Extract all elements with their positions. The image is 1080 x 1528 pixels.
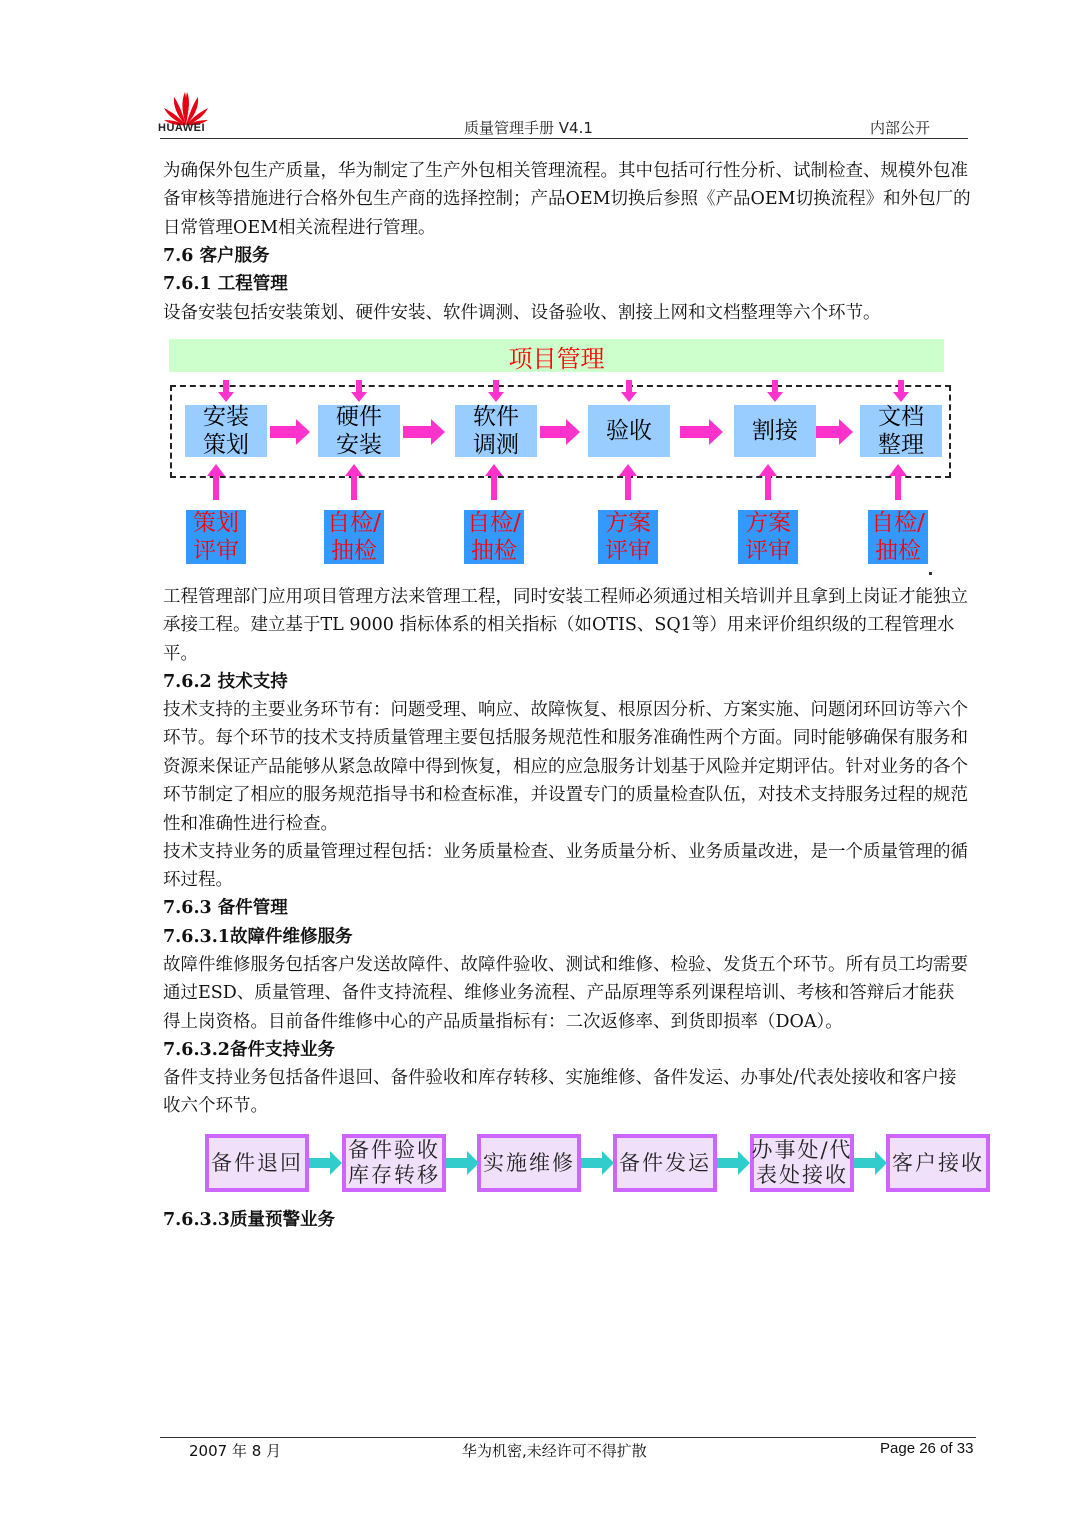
project-management-label: 项目管理 xyxy=(508,345,605,373)
review-box: 方案 评审 xyxy=(738,510,798,564)
paragraph-7-6-2-a: 技术支持的主要业务环节有：问题受理、响应、故障恢复、根原因分析、方案实施、问题闭环回访等六个环节。每个环节的技术支持质量管理主要包括服务规范性和服务准确性两个方面。同时能够确保有服务和资源来保证产品能够从紧急故障中得到恢复，相应的应急服务计划基于风险并定期评估。针对业务的各个环节制定了相应的服务规范指导书和检查标准，并设置专门的质量检查队伍，对技术支持服务过程的规范性和准确性进行检查。 xyxy=(163,700,968,834)
heading-7-6-1: 7.6.1 工程管理 xyxy=(163,274,288,294)
process-step: 安装 策划 xyxy=(185,405,267,457)
footer-divider xyxy=(160,1437,976,1438)
flow-arrow xyxy=(446,1151,479,1175)
process-step: 硬件 安装 xyxy=(318,405,400,457)
up-arrow xyxy=(759,464,777,500)
header-title: 质量管理手册 V4.1 xyxy=(464,119,593,137)
flow-arrow xyxy=(309,1151,342,1175)
down-arrow xyxy=(767,380,783,402)
down-arrow xyxy=(351,380,367,402)
process-step: 割接 xyxy=(734,405,816,457)
paragraph-7-6-1-b: 工程管理部门应用项目管理方法来管理工程，同时安装工程师必须通过相关培训并且拿到上岗证才能独立承接工程。建立基于TL 9000 指标体系的相关指标（如OTIS、SQ1等）用来评价组织级的工程管理水平。 xyxy=(163,587,968,664)
up-arrow xyxy=(345,464,363,500)
review-box: 自检/ 抽检 xyxy=(868,510,928,564)
heading-7-6-3: 7.6.3 备件管理 xyxy=(163,898,288,918)
review-box: 方案 评审 xyxy=(598,510,658,564)
up-arrow xyxy=(619,464,637,500)
heading-7-6-3-1: 7.6.3.1故障件维修服务 xyxy=(163,927,353,947)
flow-arrow xyxy=(403,419,445,445)
process-step: 文档 整理 xyxy=(860,405,942,457)
process-step: 验收 xyxy=(588,405,670,457)
intro-paragraph: 为确保外包生产质量，华为制定了生产外包相关管理流程。其中包括可行性分析、试制检查、规模外包准备审核等措施进行合格外包生产商的选择控制；产品OEM切换后参照《产品OEM切换流程》和外包厂的日常管理OEM相关流程进行管理。 xyxy=(163,161,971,238)
logo-text: HUAWEI xyxy=(158,122,205,134)
review-box: 策划 评审 xyxy=(186,510,246,564)
flow-arrow xyxy=(815,419,853,445)
flow-arrow xyxy=(540,419,580,445)
spare-part-step-label: 备件发运 xyxy=(617,1138,713,1188)
heading-7-6-2: 7.6.2 技术支持 xyxy=(163,672,288,692)
footer-date: 2007 年 8 月 xyxy=(189,1442,282,1460)
spare-part-step-label: 备件验收 库存转移 xyxy=(348,1138,440,1187)
header-classification: 内部公开 xyxy=(870,119,931,137)
heading-7-6-3-2: 7.6.3.2备件支持业务 xyxy=(163,1040,335,1060)
review-box: 自检/ 抽检 xyxy=(464,510,524,564)
flow-arrow xyxy=(717,1151,750,1175)
down-arrow xyxy=(218,380,234,402)
flow-arrow xyxy=(854,1151,887,1175)
heading-7-6: 7.6 客户服务 xyxy=(163,246,270,266)
paragraph-7-6-3-2: 备件支持业务包括备件退回、备件验收和库存转移、实施维修、备件发运、办事处/代表处接收和客户接收六个环节。 xyxy=(163,1068,957,1117)
down-arrow xyxy=(621,380,637,402)
header-divider xyxy=(160,138,968,139)
flow-arrow xyxy=(270,419,310,445)
paragraph-7-6-1: 设备安装包括安装策划、硬件安装、软件调测、设备验收、割接上网和文档整理等六个环节。 xyxy=(163,303,881,323)
spare-part-step-label: 办事处/代 表处接收 xyxy=(751,1138,853,1187)
paragraph-7-6-2-b: 技术支持业务的质量管理过程包括：业务质量检查、业务质量分析、业务质量改进，是一个质量管理的循环过程。 xyxy=(163,842,968,891)
down-arrow xyxy=(488,380,504,402)
spare-part-step-label: 实施维修 xyxy=(481,1138,577,1188)
stray-dot xyxy=(929,572,932,575)
up-arrow xyxy=(889,464,907,500)
diagram2-arrows xyxy=(160,1130,1020,1200)
up-arrow xyxy=(485,464,503,500)
flow-arrow xyxy=(680,419,723,445)
spare-part-step-label: 备件退回 xyxy=(209,1138,305,1188)
footer-confidential: 华为机密,未经许可不得扩散 xyxy=(462,1442,647,1460)
review-box: 自检/ 抽检 xyxy=(324,510,384,564)
flow-arrow xyxy=(581,1151,614,1175)
down-arrow xyxy=(893,380,909,402)
process-step: 软件 调测 xyxy=(455,405,537,457)
heading-7-6-3-3: 7.6.3.3质量预警业务 xyxy=(163,1210,335,1230)
diagram1-arrows xyxy=(160,372,960,582)
paragraph-7-6-3-1: 故障件维修服务包括客户发送故障件、故障件验收、测试和维修、检验、发货五个环节。所有员工均需要通过ESD、质量管理、备件支持流程、维修业务流程、产品原理等系列课程培训、考核和答辩后才能获得上岗资格。目前备件维修中心的产品质量指标有：二次返修率、到货即损率（DOA）。 xyxy=(163,955,968,1032)
spare-part-step-label: 客户接收 xyxy=(890,1138,986,1188)
up-arrow xyxy=(207,464,225,500)
footer-page-number: Page 26 of 33 xyxy=(880,1440,974,1457)
